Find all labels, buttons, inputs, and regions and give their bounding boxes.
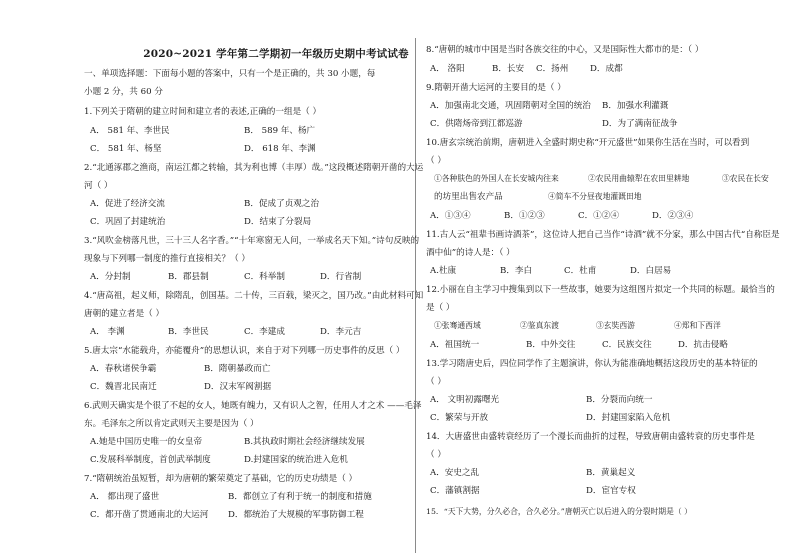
- q13-option-d[interactable]: D．封建国家陷入危机: [586, 413, 671, 423]
- q1-option-d[interactable]: D． 618 年、李渊: [244, 144, 316, 154]
- q4-option-d[interactable]: D．李元吉: [320, 327, 362, 337]
- q1-option-b[interactable]: B． 589 年、杨广: [244, 126, 316, 136]
- q10-item-4: ④简车不分昼夜地灌溉田地: [548, 192, 642, 201]
- q7-option-d[interactable]: D．都统治了大规模的军事防御工程: [228, 510, 364, 520]
- q10-item-1: ①各种肤色的外国人在长安城内往来: [434, 174, 559, 183]
- q10-option-c[interactable]: C．①②④: [578, 211, 619, 221]
- q5-option-c[interactable]: C．魏晋北民南迁: [90, 382, 157, 392]
- q14-option-b[interactable]: B．黄巢起义: [586, 468, 636, 478]
- q10-stem: 10.唐玄宗统治前期，唐朝进入全盛时期史称“开元盛世”如果你生活在当时，可以看到: [426, 138, 750, 148]
- q7-option-a[interactable]: A． 都出现了盛世: [90, 492, 160, 502]
- q6-option-b[interactable]: B.其执政时期社会经济继续发展: [244, 437, 365, 447]
- q11-option-c[interactable]: C．杜甫: [564, 266, 597, 276]
- q1-option-c[interactable]: C． 581 年、杨坚: [90, 144, 162, 154]
- q14-option-c[interactable]: C．藩镇割据: [430, 486, 480, 496]
- q9-option-b[interactable]: B．加强水利灌溉: [602, 101, 669, 111]
- q11-option-a[interactable]: A.杜康: [430, 266, 457, 276]
- q3-option-a[interactable]: A．分封制: [90, 272, 131, 282]
- section-heading-cont: 小题 2 分，共 60 分: [84, 87, 163, 97]
- q13-option-a[interactable]: A． 文明初露曙光: [430, 395, 500, 405]
- q11-stem-cont: 酒中仙”的诗人是：（ ）: [426, 248, 515, 258]
- q6-stem-cont: 东。毛泽东之所以肯定武则天主要是因为（ ）: [84, 419, 259, 429]
- q12-item-4: ④郑和下西洋: [674, 321, 721, 330]
- q2-option-a[interactable]: A．促进了经济交流: [90, 199, 165, 209]
- q9-option-a[interactable]: A．加强南北交通，巩固隋朝对全国的统治: [430, 101, 591, 111]
- q11-option-b[interactable]: B．李白: [500, 266, 533, 276]
- section-heading: 一、单项选择题：下面每小题的答案中，只有一个是正确的，共 30 小题，每: [84, 69, 376, 79]
- q10-stem-cont: （ ）: [426, 156, 446, 166]
- q8-option-b[interactable]: B．长安: [492, 64, 525, 74]
- q5-option-a[interactable]: A．春秋诸侯争霸: [90, 364, 157, 374]
- q4-option-b[interactable]: B．李世民: [168, 327, 209, 337]
- q14-stem-cont: （ ）: [426, 450, 446, 460]
- q6-option-c[interactable]: C.发展科举制度，首创武举制度: [90, 455, 211, 465]
- q9-stem: 9.隋朝开凿大运河的主要目的是（ ）: [426, 83, 566, 93]
- q7-stem: 7.“隋朝统治虽短暂，却为唐朝的繁荣奠定了基础，它的历史功绩是（ ）: [84, 474, 358, 484]
- q14-stem: 14．大唐盛世由盛转衰经历了一个漫长而曲折的过程，导致唐朝由盛转衰的历史事件是: [426, 432, 755, 442]
- q13-stem: 13.学习隋唐史后，四位同学作了主题演讲，你认为能准确地概括这段历史的基本特征的: [426, 359, 758, 369]
- q3-option-b[interactable]: B．郡县制: [168, 272, 209, 282]
- q12-option-a[interactable]: A．祖国统一: [430, 340, 480, 350]
- q9-option-c[interactable]: C．供隋炀帝到江都巡游: [430, 119, 523, 129]
- q15-stem: 15．“天下大势，分久必合，合久必分。”唐朝灭亡以后进入的分裂时期是（ ）: [426, 507, 692, 516]
- q4-option-a[interactable]: A． 李渊: [90, 327, 125, 337]
- q2-stem: 2.“北通涿郡之渔商，南运江都之转输，其为利也博（丰厚）哉。”这段概述隋朝开凿的大运: [84, 163, 424, 173]
- q1-stem: 1.下列关于隋朝的建立时间和建立者的表述,正确的一组是（ ）: [84, 107, 322, 117]
- q2-option-b[interactable]: B．促成了贞观之治: [244, 199, 320, 209]
- q12-option-b[interactable]: B．中外交往: [526, 340, 576, 350]
- q1-option-a[interactable]: A． 581 年、李世民: [90, 126, 170, 136]
- q2-option-d[interactable]: D．结束了分裂局: [244, 217, 312, 227]
- q12-stem-cont: 是（ ）: [426, 303, 455, 313]
- q13-option-c[interactable]: C．繁荣与开放: [430, 413, 489, 423]
- q8-option-d[interactable]: D．成都: [590, 64, 623, 74]
- q10-option-b[interactable]: B．①②③: [504, 211, 545, 221]
- q13-option-b[interactable]: B．分裂而向统一: [586, 395, 653, 405]
- q14-option-a[interactable]: A．安史之乱: [430, 468, 480, 478]
- q12-item-1: ①张骞通西域: [434, 321, 481, 330]
- right-column: [426, 0, 786, 560]
- q4-stem-cont: 唐朝的建立者是（ ）: [84, 309, 165, 319]
- q6-option-a[interactable]: A.她是中国历史唯一的女皇帝: [90, 437, 203, 447]
- q14-option-d[interactable]: D．宦官专权: [586, 486, 636, 496]
- q3-option-c[interactable]: C．科举制: [244, 272, 285, 282]
- q10-item-3-cont: 的坊里出售农产品: [434, 192, 503, 202]
- q13-stem-cont: （ ）: [426, 377, 446, 387]
- q3-stem: 3.“风吹金榜落凡世，三十三人名字香。”“十年寒窗无人问，一举成名天下知。”诗句反映的: [84, 236, 420, 246]
- q12-stem: 12.小丽在自主学习中搜集到以下一些故事，她要为这组图片拟定一个共同的标题。最恰当的: [426, 285, 775, 295]
- q2-stem-cont: 河（ ）: [84, 181, 113, 191]
- q11-stem: 11.古人云“祖辈书画诗酒茶”，这位诗人把自己当作“诗酒”就不分家，那么中国古代“自称臣是: [426, 230, 780, 240]
- q10-item-2: ②农民用曲辕犁在农田里耕地: [588, 174, 690, 183]
- q12-item-2: ②鉴真东渡: [520, 321, 559, 330]
- q12-option-d[interactable]: D．抗击侵略: [678, 340, 728, 350]
- q2-option-c[interactable]: C．巩固了封建统治: [90, 217, 166, 227]
- q6-stem: 6.武则天确实是个很了不起的女人，她既有魄力，又有识人之智，任用人才之术 ——毛泽: [84, 401, 422, 411]
- q5-option-d[interactable]: D．汉末军阀割据: [204, 382, 272, 392]
- q4-option-c[interactable]: C．李建成: [244, 327, 285, 337]
- q12-item-3: ③玄奘西游: [596, 321, 635, 330]
- q4-stem: 4.“唐高祖，起义师，除隋乱，创国基。二十传，三百载，梁灭之，国乃改。”由此材料可知: [84, 291, 424, 301]
- q7-option-c[interactable]: C．都开凿了贯通南北的大运河: [90, 510, 209, 520]
- q8-stem: 8.“唐朝的城市中国是当时各族交往的中心，又是国际性大都市的是：（ ）: [426, 45, 704, 55]
- exam-title: 2020~2021 学年第二学期初一年级历史期中考试试卷: [143, 48, 409, 60]
- q6-option-d[interactable]: D.封建国家的统治进入危机: [244, 455, 348, 465]
- q12-option-c[interactable]: C．民族交往: [602, 340, 652, 350]
- q8-option-a[interactable]: A． 洛阳: [430, 64, 465, 74]
- q11-option-d[interactable]: D．白居易: [630, 266, 672, 276]
- q5-option-b[interactable]: B．隋朝暴政而亡: [204, 364, 271, 374]
- q5-stem: 5.唐太宗“水能载舟，亦能覆舟”的思想认识，来自于对下列哪一历史事件的反思（ ）: [84, 346, 405, 356]
- q8-option-c[interactable]: C．扬州: [536, 64, 569, 74]
- q9-option-d[interactable]: D．为了满南征战争: [602, 119, 678, 129]
- left-column: [84, 0, 424, 560]
- q10-option-a[interactable]: A．①③④: [430, 211, 471, 221]
- q3-stem-cont: 现象与下列哪一制度的推行直接相关？（ ）: [84, 254, 251, 264]
- q3-option-d[interactable]: D．行省制: [320, 272, 362, 282]
- q7-option-b[interactable]: B．都创立了有利于统一的制度和措施: [228, 492, 372, 502]
- q10-item-3: ③农民在长安: [722, 174, 769, 183]
- q10-option-d[interactable]: D．②③④: [652, 211, 694, 221]
